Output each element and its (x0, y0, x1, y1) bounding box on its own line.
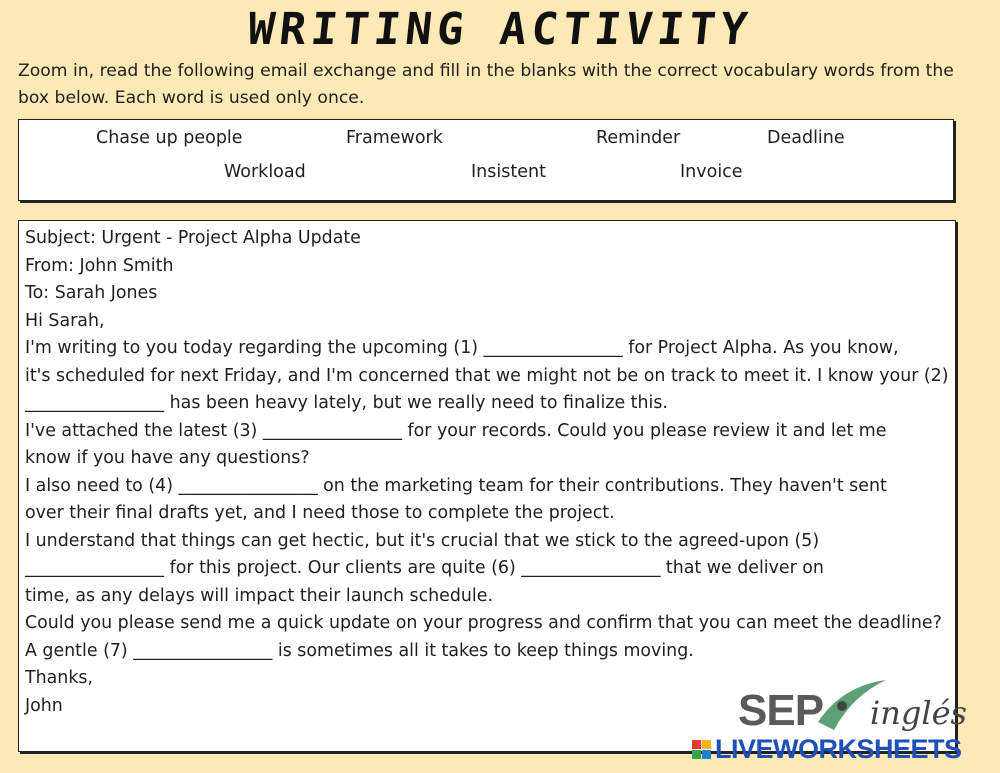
icon-cell (702, 740, 711, 749)
email-line: I also need to (4) ________________ on the marketing team for their contributions. They haven't sent (25, 475, 887, 496)
icon-cell (692, 750, 701, 759)
liveworksheets-wordmark: LIVEWORKSHEETS (715, 734, 962, 764)
word-chase-up-people: Chase up people (96, 128, 243, 148)
instructions-line: Zoom in, read the following email exchange and fill in the blanks with the correct vocabulary words from the (18, 61, 954, 81)
email-line: ________________ has been heavy lately, but we really need to finalize this. (25, 393, 668, 413)
email-line: I've attached the latest (3) ________________ for your records. Could you please review it and let me (25, 420, 887, 441)
email-greeting: Hi Sarah, (25, 310, 105, 331)
email-line: A gentle (7) ________________ is sometimes all it takes to keep things moving. (25, 640, 694, 661)
email-line: time, as any delays will impact their launch schedule. (25, 585, 493, 606)
email-line: over their final drafts yet, and I need those to complete the project. (25, 503, 615, 523)
instructions (18, 58, 978, 112)
liveworksheets-logo[interactable] (692, 734, 962, 765)
email-line: Could you please send me a quick update on your progress and confirm that you can meet the deadline? (25, 613, 942, 633)
email-line: I'm writing to you today regarding the upcoming (1) ________________ for Project Alpha. As you know, (25, 338, 899, 358)
email-subject: Subject: Urgent - Project Alpha Update (25, 228, 361, 248)
word-invoice: Invoice (680, 162, 743, 182)
email-to: To: Sarah Jones (25, 283, 158, 303)
word-bank-box (18, 119, 954, 201)
icon-cell (692, 740, 701, 749)
email-line: ________________ for this project. Our clients are quite (6) ________________ that we deliver on (25, 558, 824, 578)
ingles-logo-text: inglés (870, 694, 967, 732)
icon-cell (702, 750, 711, 759)
email-box (18, 220, 956, 752)
word-reminder: Reminder (596, 128, 681, 148)
page-title: WRITING ACTIVITY (245, 4, 755, 55)
email-line: it's scheduled for next Friday, and I'm concerned that we might not be on track to meet it. I know your (2) (25, 365, 949, 386)
email-signature: John (25, 695, 63, 716)
instructions-line: box below. Each word is used only once. (18, 88, 365, 108)
email-line: know if you have any questions? (25, 448, 310, 468)
word-deadline: Deadline (767, 128, 845, 148)
word-insistent: Insistent (471, 162, 546, 182)
email-from: From: John Smith (25, 255, 174, 276)
liveworksheets-icon (692, 740, 711, 759)
email-line: I understand that things can get hectic, but it's crucial that we stick to the agreed-upon (5) (25, 530, 820, 551)
email-signoff: Thanks, (25, 668, 93, 688)
email-body (25, 225, 949, 720)
word-workload: Workload (224, 162, 306, 182)
sep-logo: SEP (738, 686, 824, 735)
word-framework: Framework (346, 128, 443, 148)
